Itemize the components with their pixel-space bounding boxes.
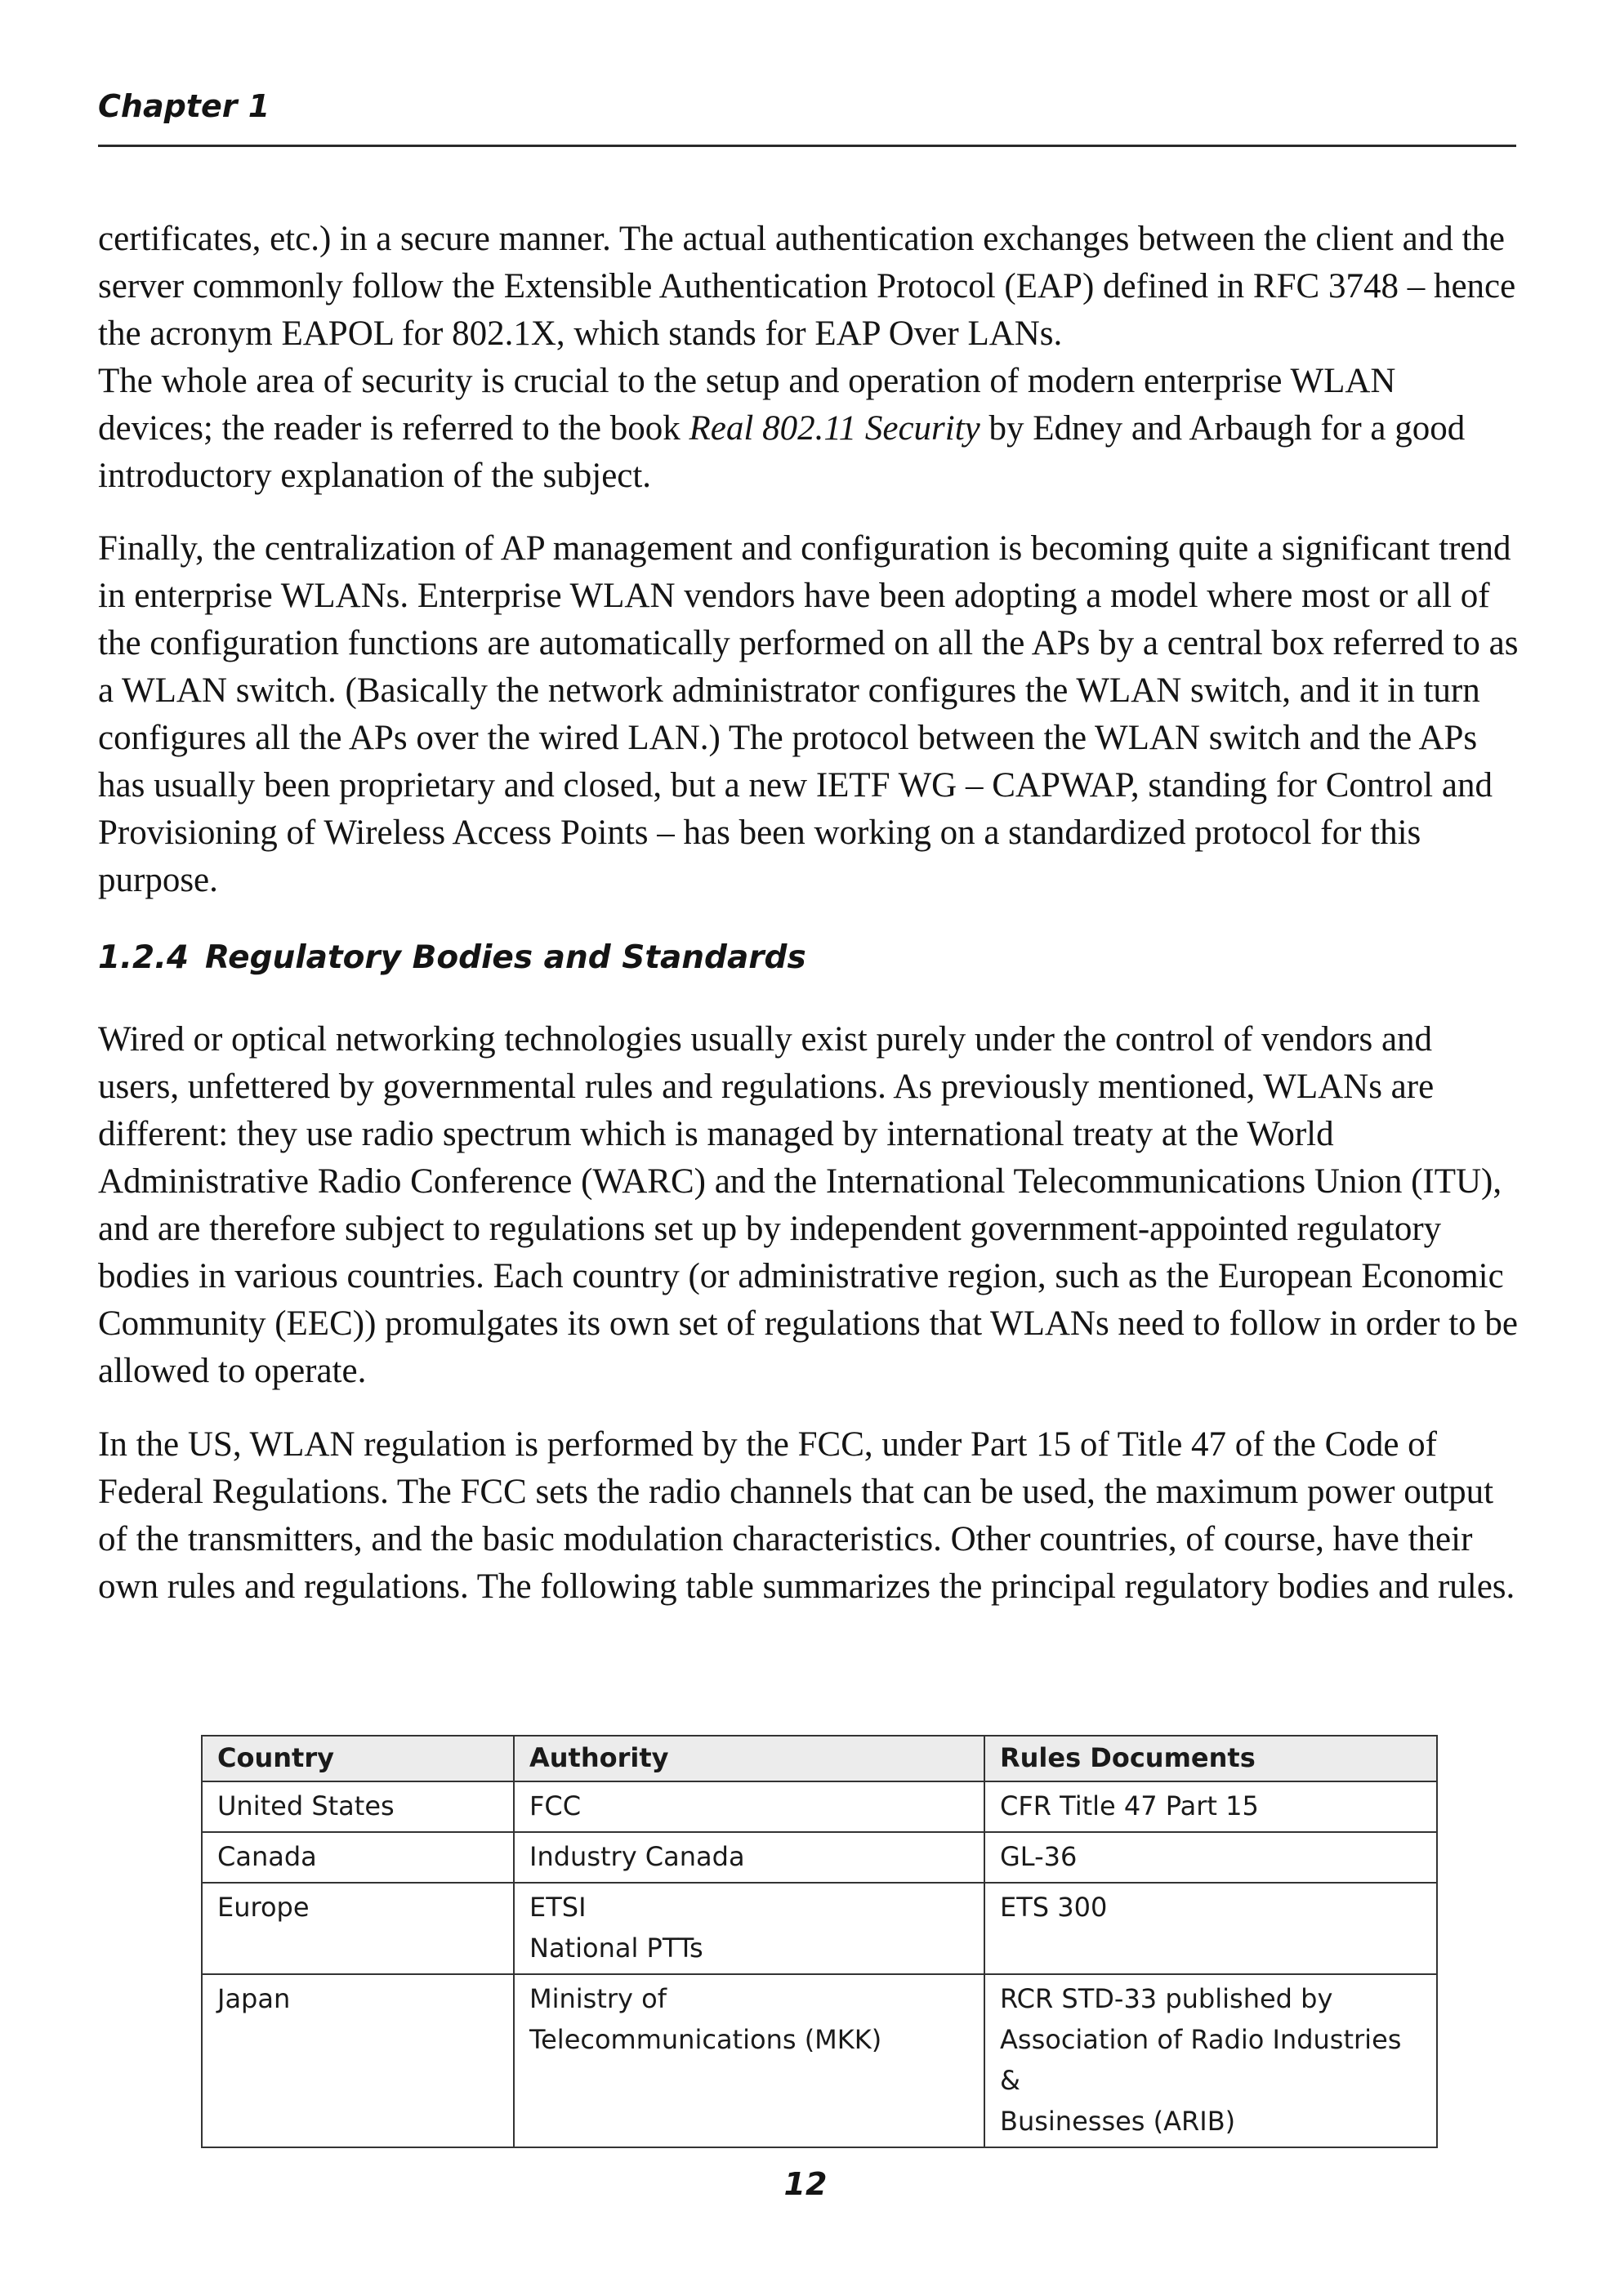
country-cell: Canada (202, 1832, 514, 1883)
section-number: 1.2.4 (98, 939, 190, 976)
table-row (202, 1832, 1437, 1883)
paragraph-regulation: Wired or optical networking technologies usually exist purely under the control of vendors and users, unfettered by governmental rules and regulations. As previously mentioned, WLANs are different: they use radio spectrum which is managed by international treaty at the World Administrative Radio Conference (WARC) and the International Telecommunications Union (ITU), and are therefore subject to regulations set up by independent government-appointed regulatory bodies in various countries. Each country (or administrative region, such as the European Economic Community (EEC)) promulgates its own set of regulations that WLANs need to follow in order to be allowed to operate. (98, 1020, 1519, 1390)
table-row (202, 1781, 1437, 1832)
country-cell: Europe (202, 1883, 514, 1974)
country-cell: United States (202, 1781, 514, 1832)
rules-cell (984, 1832, 1437, 1883)
regulatory-table (201, 1735, 1438, 2148)
paragraph-capwap: Finally, the centralization of AP management and configuration is becoming quite a significant trend in enterprise WLANs. Enterprise WLAN vendors have been adopting a model where most or all of the configuration functions are automatically performed on all the APs by a central box referred to as a WLAN switch. (Basically the network administrator configures the WLAN switch, and it in turn configures all the APs over the wired LAN.) The protocol between the WLAN switch and the APs has usually been proprietary and closed, but a new IETF WG – CAPWAP, standing for Control and Provisioning of Wireless Access Points – has been working on a standardized protocol for this purpose. (98, 529, 1519, 899)
paragraph-security (98, 358, 1520, 500)
paragraph-security-text-2: by Edney and Arbaugh for a good introductory explanation of the subject. (98, 409, 1466, 495)
authority-line: Industry Canada (529, 1841, 745, 1872)
paragraph-eapol: certificates, etc.) in a secure manner. The actual authentication exchanges between the client and the server commonly follow the Extensible Authentication Protocol (EAP) defined in RFC 3748 – hence the acronym EAPOL for 802.1X, which stands for EAP Over LANs. (98, 220, 1516, 353)
chapter-header: Chapter 1 (98, 88, 270, 124)
authority-line: Telecommunications (MKK) (529, 2024, 882, 2055)
authority-line: National PTTs (529, 1933, 703, 1964)
page-number: 12 (783, 2166, 828, 2202)
authority-line: ETSI (529, 1892, 587, 1923)
rules-line: CFR Title 47 Part 15 (1000, 1790, 1259, 1821)
section-heading (98, 939, 1487, 976)
table-header-row (202, 1736, 1437, 1781)
rules-cell (984, 1974, 1437, 2147)
table-row (202, 1974, 1437, 2147)
column-header-rules: Rules Documents (984, 1736, 1437, 1781)
header-rule (98, 145, 1516, 147)
authority-line: Ministry of (529, 1983, 667, 2014)
section-title: Regulatory Bodies and Standards (205, 939, 806, 976)
rules-cell (984, 1781, 1437, 1832)
authority-cell (514, 1832, 984, 1883)
authority-cell (514, 1974, 984, 2147)
paragraph-security-text-1: The whole area of security is crucial to the setup and operation of modern enterprise WLAN devices; the reader is referred to the book (98, 362, 1396, 448)
rules-line: ETS 300 (1000, 1892, 1108, 1923)
paragraph-fcc: In the US, WLAN regulation is performed by the FCC, under Part 15 of Title 47 of the Code of Federal Regulations. The FCC sets the radio channels that can be used, the maximum power output of the transmitters, and the basic modulation characteristics. Other countries, of course, have their own rules and regulations. The following table summarizes the principal regulatory bodies and rules. (98, 1425, 1515, 1606)
rules-line: Businesses (ARIB) (1000, 2106, 1236, 2137)
rules-line: RCR STD-33 published by (1000, 1983, 1333, 2014)
column-header-authority: Authority (514, 1736, 984, 1781)
authority-line: FCC (529, 1790, 582, 1821)
country-cell: Japan (202, 1974, 514, 2147)
rules-line: GL-36 (1000, 1841, 1078, 1872)
column-header-country: Country (202, 1736, 514, 1781)
rules-line: Association of Radio Industries & (1000, 2024, 1402, 2096)
authority-cell (514, 1883, 984, 1974)
rules-cell (984, 1883, 1437, 1974)
book-title: Real 802.11 Security (689, 409, 980, 448)
authority-cell (514, 1781, 984, 1832)
table-row (202, 1883, 1437, 1974)
